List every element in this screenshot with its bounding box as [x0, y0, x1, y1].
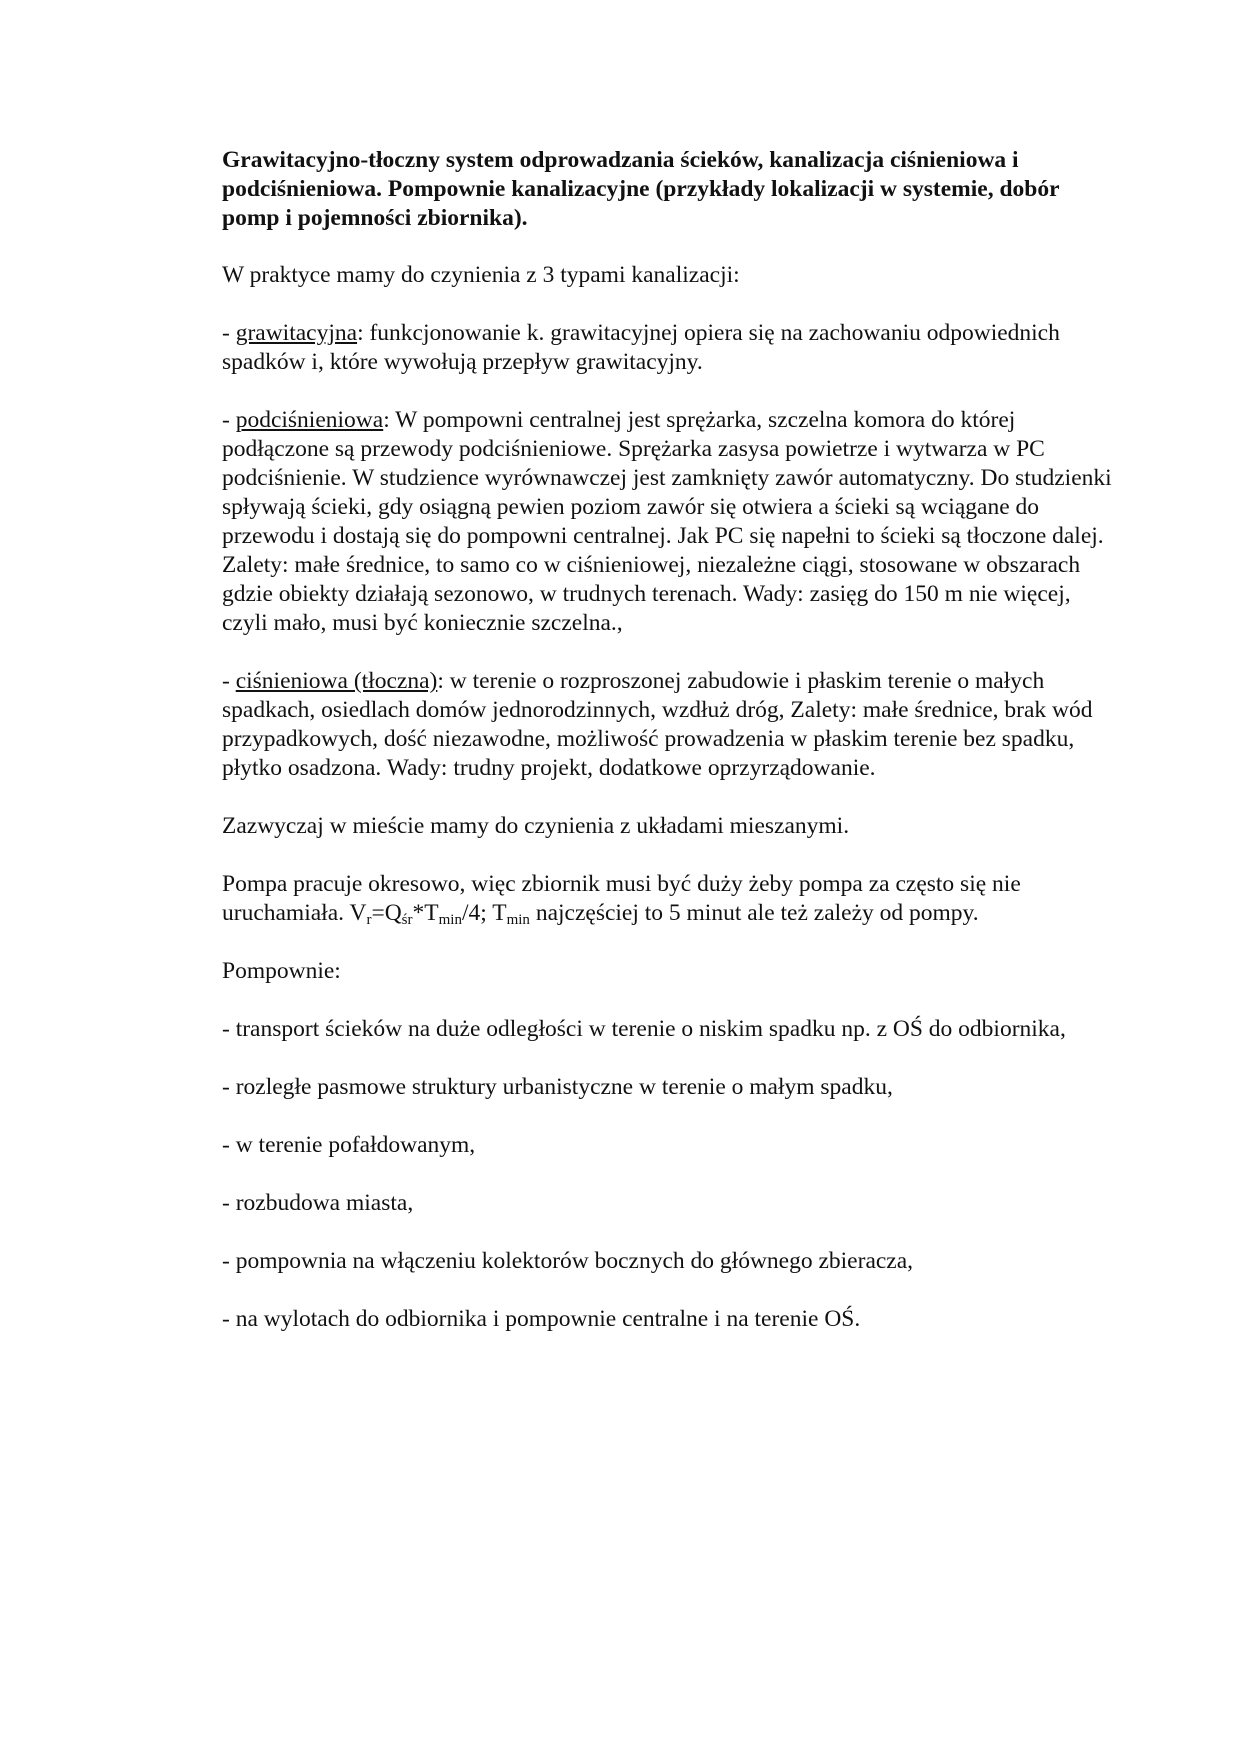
list-item: - pompownia na włączeniu kolektorów bocznych do głównego zbieracza, [222, 1248, 914, 1274]
formula-part: =Q [371, 900, 402, 926]
type-term: grawitacyjna [235, 320, 358, 346]
formula-subscript: r [366, 912, 372, 928]
type-dash: - [222, 407, 236, 433]
formula-subscript: min [506, 912, 530, 928]
type-vacuum [222, 406, 1122, 638]
document-title: Grawitacyjno-tłoczny system odprowadzania ścieków, kanalizacja ciśnieniowa i podciśnieniowa. Pompownie kanalizacyjne (przykłady lokalizacji w systemie, dobór pomp i pojemności zbiornika). [222, 147, 1060, 231]
type-dash: - [222, 320, 236, 346]
type-term: ciśnieniowa (tłoczna) [235, 668, 438, 694]
formula-subscript: śr [401, 912, 413, 928]
type-pressure [222, 667, 1122, 783]
list-item: - na wylotach do odbiornika i pompownie centralne i na terenie OŚ. [222, 1306, 861, 1332]
list-item: - w terenie pofałdowanym, [222, 1132, 476, 1158]
type-description: : w terenie o rozproszonej zabudowie i płaskim terenie o małych spadkach, osiedlach domów jednorodzinnych, wzdłuż dróg, Zalety: małe średnice, brak wód przypadkowych, dość niezawodne, możliwość prowadzenia w płaskim terenie bez spadku, płytko osadzona. Wady: trudny projekt, dodatkowe oprzyrządowanie. [222, 668, 1093, 781]
document-page [222, 146, 1122, 1363]
type-description: : W pompowni centralnej jest sprężarka, szczelna komora do której podłączone są przewody podciśnieniowe. Sprężarka zasysa powietrze i wytwarza w PC podciśnienie. W studzience wyrównawczej jest zamknięty zawór automatyczny. Do studzienki spływają ścieki, gdy osiągną pewien poziom zawór się otwiera a ścieki są wciągane do przewodu i dostają się do pompowni centralnej. Jak PC się napełni to ścieki są tłoczone dalej. Zalety: małe średnice, to samo co w ciśnieniowej, niezależne ciągi, stosowane w obszarach gdzie obiekty działają sezonowo, w trudnych terenach. Wady: zasięg do 150 m nie więcej, czyli mało, musi być koniecznie szczelna., [222, 407, 1112, 636]
pump-formula-paragraph [222, 870, 1122, 928]
pump-text: Pompa pracuje okresowo, więc zbiornik musi być duży żeby pompa za często się nie uruchamiała. V [222, 871, 1021, 926]
list-item: - rozbudowa miasta, [222, 1190, 414, 1216]
pump-text: najczęściej to 5 minut ale też zależy od pompy. [529, 900, 979, 926]
type-description: : funkcjonowanie k. grawitacyjnej opiera się na zachowaniu odpowiednich spadków i, które wywołują przepływ grawitacyjny. [222, 320, 1060, 375]
type-gravity [222, 319, 1122, 377]
type-term: podciśnieniowa [235, 407, 384, 433]
formula-part: /4; T [461, 900, 507, 926]
type-dash: - [222, 668, 236, 694]
formula-part: *T [412, 900, 439, 926]
pumps-heading: Pompownie: [222, 958, 341, 984]
list-item: - transport ścieków na duże odległości w terenie o niskim spadku np. z OŚ do odbiornika, [222, 1016, 1066, 1042]
list-item: - rozległe pasmowe struktury urbanistyczne w terenie o małym spadku, [222, 1074, 893, 1100]
formula-subscript: min [438, 912, 462, 928]
mixed-systems-paragraph: Zazwyczaj w mieście mamy do czynienia z układami mieszanymi. [222, 813, 850, 839]
intro-paragraph: W praktyce mamy do czynienia z 3 typami kanalizacji: [222, 262, 740, 288]
